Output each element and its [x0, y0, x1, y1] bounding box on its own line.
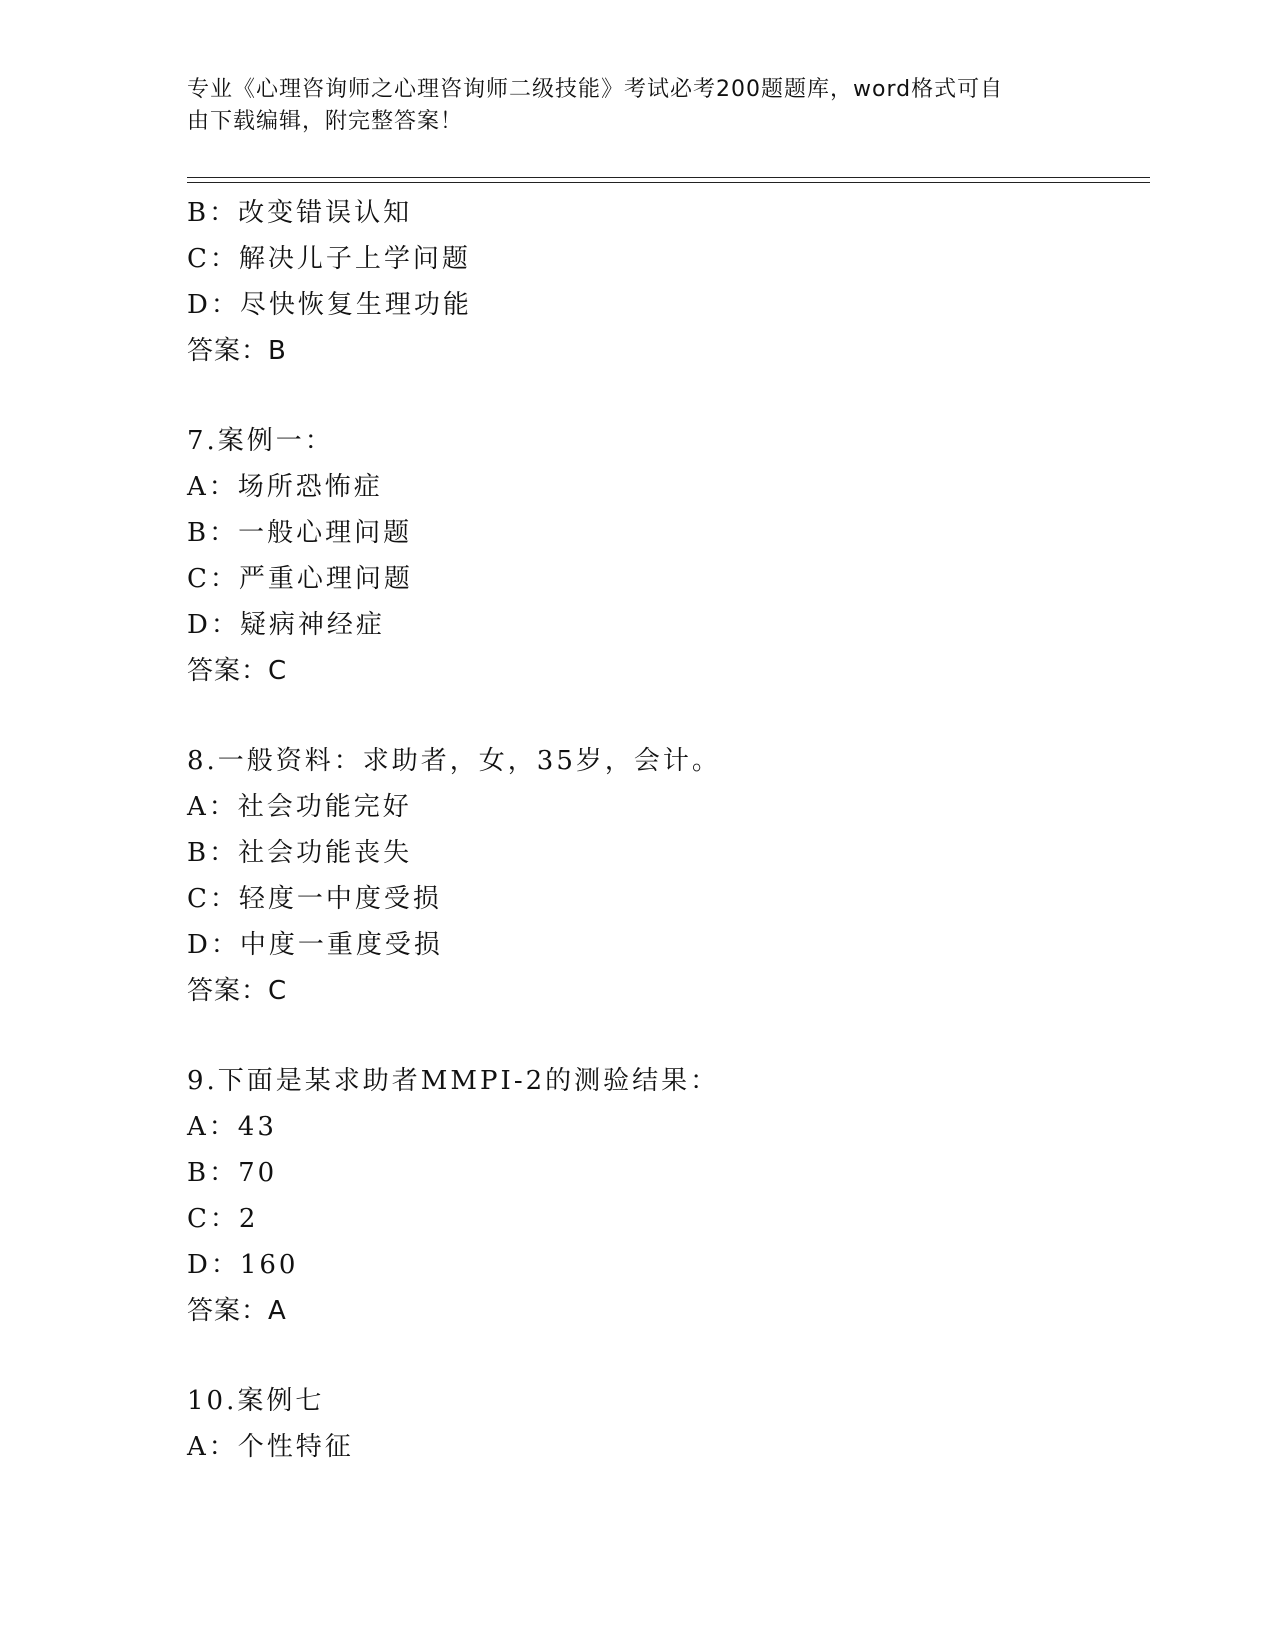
spacer	[187, 1334, 1147, 1378]
question-list	[187, 190, 1147, 1470]
question-title: 10.案例七	[187, 1386, 325, 1416]
answer-line: 答案：B	[187, 336, 287, 366]
option-b: B：社会功能丧失	[187, 838, 413, 868]
option-c: C：严重心理问题	[187, 564, 413, 594]
option-c: C：解决儿子上学问题	[187, 244, 471, 274]
question-10	[187, 1378, 1147, 1470]
question-7	[187, 418, 1147, 694]
header-line-2: 由下载编辑，附完整答案！	[187, 109, 464, 134]
question-8	[187, 738, 1147, 1014]
spacer	[187, 694, 1147, 738]
option-d: D：中度一重度受损	[187, 930, 443, 960]
answer-line: 答案：C	[187, 656, 288, 686]
option-a: A：场所恐怖症	[187, 472, 383, 502]
question-6	[187, 190, 1147, 374]
option-d: D：尽快恢复生理功能	[187, 290, 472, 320]
header-line-1: 专业《心理咨询师之心理咨询师二级技能》考试必考200题题库，word格式可自	[187, 77, 1004, 102]
question-9	[187, 1058, 1147, 1334]
option-a: A：社会功能完好	[187, 792, 412, 822]
question-title: 8.一般资料：求助者，女，35岁，会计。	[187, 746, 721, 776]
spacer	[187, 1014, 1147, 1058]
document-header	[187, 74, 1067, 138]
question-title: 7.案例一：	[187, 426, 334, 456]
option-b: B：一般心理问题	[187, 518, 413, 548]
answer-line: 答案：A	[187, 1296, 287, 1326]
header-divider-bottom	[187, 182, 1150, 183]
spacer	[187, 374, 1147, 418]
option-a: A：43	[187, 1112, 277, 1142]
question-title: 9.下面是某求助者MMPI-2的测验结果：	[187, 1066, 720, 1096]
option-d: D：160	[187, 1250, 299, 1280]
option-c: C：轻度一中度受损	[187, 884, 442, 914]
answer-line: 答案：C	[187, 976, 288, 1006]
option-d: D：疑病神经症	[187, 610, 385, 640]
option-b: B：70	[187, 1158, 278, 1188]
header-divider-top	[187, 177, 1150, 178]
option-c: C：2	[187, 1204, 259, 1234]
option-a: A：个性特征	[187, 1432, 354, 1462]
option-b: B：改变错误认知	[187, 198, 413, 228]
